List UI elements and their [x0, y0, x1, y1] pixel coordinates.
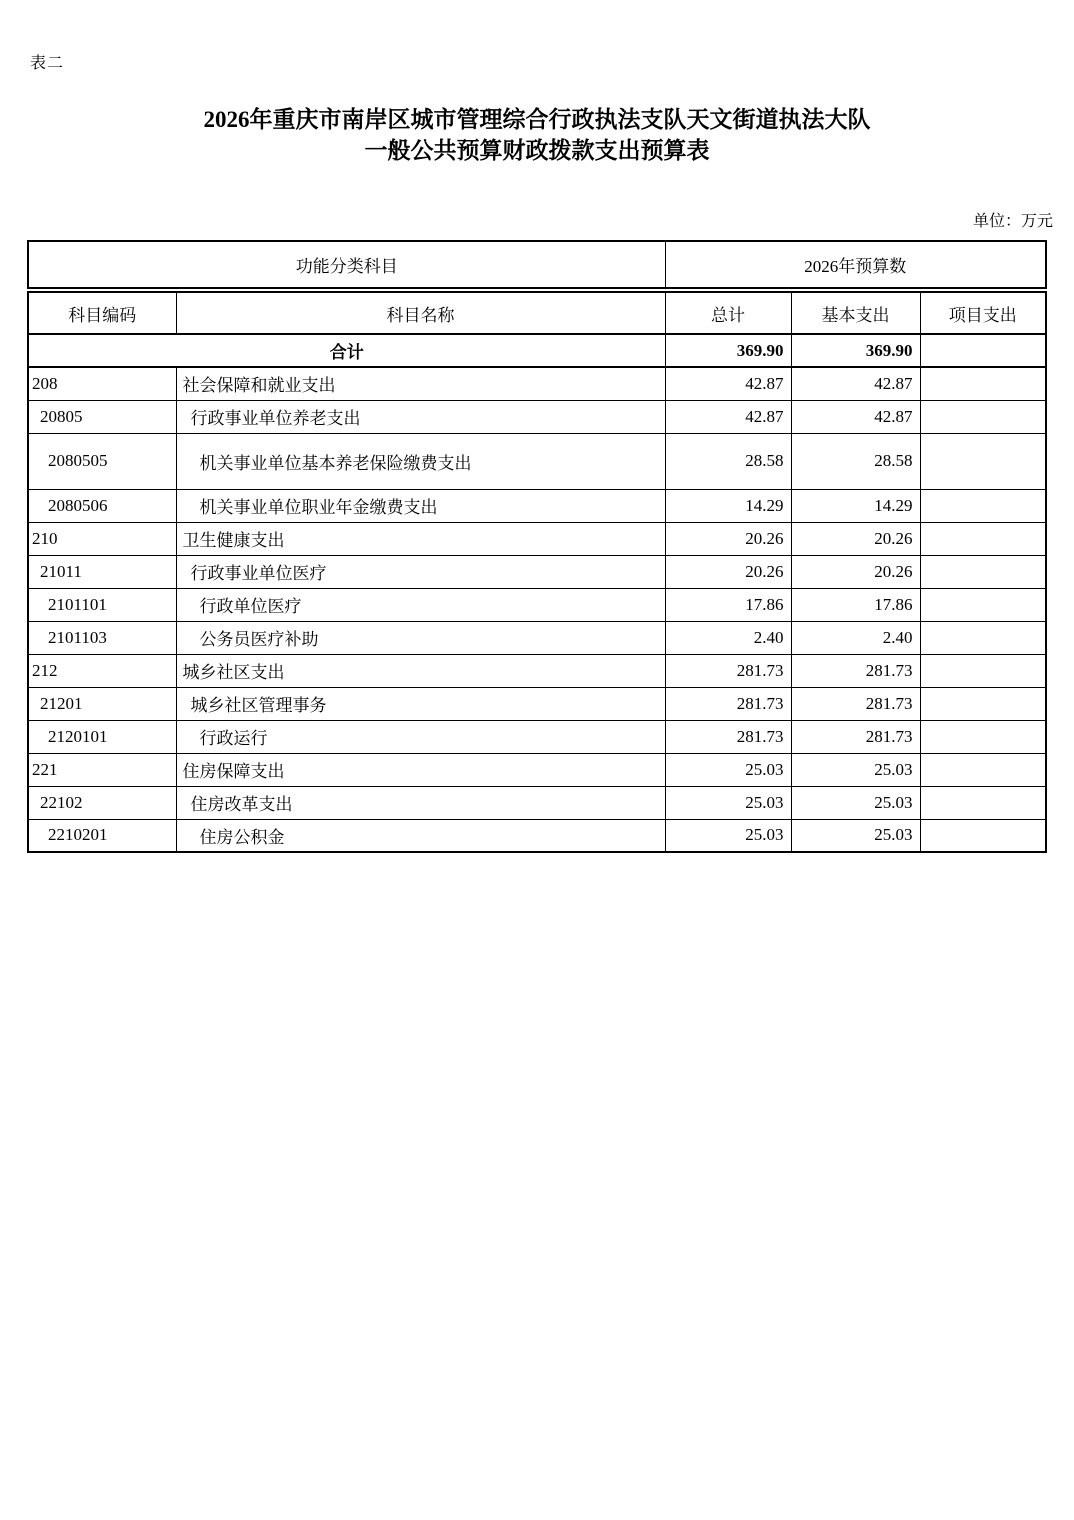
table-group-header-row	[28, 241, 1046, 290]
basic-expense-cell: 369.90	[791, 334, 920, 367]
subject-code-cell: 22102	[28, 786, 176, 819]
table-number-label: 表二	[30, 55, 65, 72]
project-expense-cell	[920, 489, 1046, 522]
budget-table	[27, 240, 1047, 853]
subject-name-cell: 公务员医疗补助	[176, 621, 665, 654]
subject-name-cell: 社会保障和就业支出	[176, 367, 665, 400]
subject-name-cell: 卫生健康支出	[176, 522, 665, 555]
table-row	[28, 588, 1046, 621]
subject-name-cell: 城乡社区管理事务	[176, 687, 665, 720]
subject-name-cell: 住房公积金	[176, 819, 665, 852]
project-expense-cell	[920, 753, 1046, 786]
table-row	[28, 720, 1046, 753]
project-expense-cell	[920, 433, 1046, 489]
table-row	[28, 753, 1046, 786]
column-header-subject-name: 科目名称	[176, 290, 665, 334]
total-amount-cell: 28.58	[665, 433, 791, 489]
project-expense-cell	[920, 720, 1046, 753]
total-amount-cell: 42.87	[665, 367, 791, 400]
total-amount-cell: 281.73	[665, 687, 791, 720]
subject-name-cell: 行政事业单位医疗	[176, 555, 665, 588]
total-amount-cell: 2.40	[665, 621, 791, 654]
total-amount-cell: 25.03	[665, 819, 791, 852]
subject-code-cell: 21201	[28, 687, 176, 720]
total-amount-cell: 281.73	[665, 720, 791, 753]
subject-name-cell: 行政事业单位养老支出	[176, 400, 665, 433]
total-row-label: 合计	[28, 334, 665, 367]
subject-code-cell: 212	[28, 654, 176, 687]
subject-name-cell: 机关事业单位职业年金缴费支出	[176, 489, 665, 522]
basic-expense-cell: 14.29	[791, 489, 920, 522]
subject-name-cell: 机关事业单位基本养老保险缴费支出	[176, 433, 665, 489]
project-expense-cell	[920, 819, 1046, 852]
subject-code-cell: 20805	[28, 400, 176, 433]
table-row	[28, 433, 1046, 489]
subject-code-cell: 2101103	[28, 621, 176, 654]
column-header-project-expense: 项目支出	[920, 290, 1046, 334]
total-amount-cell: 20.26	[665, 522, 791, 555]
total-amount-cell: 14.29	[665, 489, 791, 522]
total-amount-cell: 42.87	[665, 400, 791, 433]
table-row	[28, 819, 1046, 852]
table-row	[28, 654, 1046, 687]
total-amount-cell: 281.73	[665, 654, 791, 687]
group-header-budget-year: 2026年预算数	[665, 241, 1046, 290]
subject-code-cell: 2120101	[28, 720, 176, 753]
basic-expense-cell: 25.03	[791, 786, 920, 819]
document-title	[0, 104, 1074, 166]
basic-expense-cell: 25.03	[791, 819, 920, 852]
subject-code-cell: 2101101	[28, 588, 176, 621]
project-expense-cell	[920, 687, 1046, 720]
document-title-line2: 一般公共预算财政拨款支出预算表	[364, 138, 710, 163]
subject-code-cell: 2080505	[28, 433, 176, 489]
total-amount-cell: 17.86	[665, 588, 791, 621]
table-row-total	[28, 334, 1046, 367]
basic-expense-cell: 25.03	[791, 753, 920, 786]
document-title-line1: 2026年重庆市南岸区城市管理综合行政执法支队天文街道执法大队	[203, 107, 871, 132]
column-header-total: 总计	[665, 290, 791, 334]
basic-expense-cell: 42.87	[791, 400, 920, 433]
project-expense-cell	[920, 621, 1046, 654]
total-amount-cell: 369.90	[665, 334, 791, 367]
table-row	[28, 522, 1046, 555]
column-header-subject-code: 科目编码	[28, 290, 176, 334]
basic-expense-cell: 17.86	[791, 588, 920, 621]
subject-name-cell: 住房保障支出	[176, 753, 665, 786]
column-header-basic-expense: 基本支出	[791, 290, 920, 334]
project-expense-cell	[920, 367, 1046, 400]
subject-code-cell: 208	[28, 367, 176, 400]
subject-name-cell: 行政运行	[176, 720, 665, 753]
subject-name-cell: 城乡社区支出	[176, 654, 665, 687]
basic-expense-cell: 281.73	[791, 720, 920, 753]
basic-expense-cell: 28.58	[791, 433, 920, 489]
project-expense-cell	[920, 588, 1046, 621]
basic-expense-cell: 281.73	[791, 687, 920, 720]
table-row	[28, 489, 1046, 522]
subject-code-cell: 210	[28, 522, 176, 555]
table-body	[28, 334, 1046, 852]
subject-name-cell: 行政单位医疗	[176, 588, 665, 621]
group-header-functional-classification: 功能分类科目	[28, 241, 665, 290]
table-row	[28, 367, 1046, 400]
project-expense-cell	[920, 400, 1046, 433]
unit-label: 单位：万元	[972, 213, 1053, 230]
table-row	[28, 786, 1046, 819]
subject-code-cell: 21011	[28, 555, 176, 588]
table-row	[28, 555, 1046, 588]
basic-expense-cell: 20.26	[791, 555, 920, 588]
basic-expense-cell: 42.87	[791, 367, 920, 400]
basic-expense-cell: 281.73	[791, 654, 920, 687]
total-amount-cell: 25.03	[665, 786, 791, 819]
project-expense-cell	[920, 786, 1046, 819]
table-row	[28, 400, 1046, 433]
total-amount-cell: 25.03	[665, 753, 791, 786]
project-expense-cell	[920, 334, 1046, 367]
project-expense-cell	[920, 522, 1046, 555]
subject-code-cell: 221	[28, 753, 176, 786]
subject-code-cell: 2210201	[28, 819, 176, 852]
basic-expense-cell: 2.40	[791, 621, 920, 654]
table-column-header-row	[28, 290, 1046, 334]
subject-name-cell: 住房改革支出	[176, 786, 665, 819]
table-row	[28, 687, 1046, 720]
project-expense-cell	[920, 555, 1046, 588]
table-row	[28, 621, 1046, 654]
project-expense-cell	[920, 654, 1046, 687]
subject-code-cell: 2080506	[28, 489, 176, 522]
basic-expense-cell: 20.26	[791, 522, 920, 555]
total-amount-cell: 20.26	[665, 555, 791, 588]
